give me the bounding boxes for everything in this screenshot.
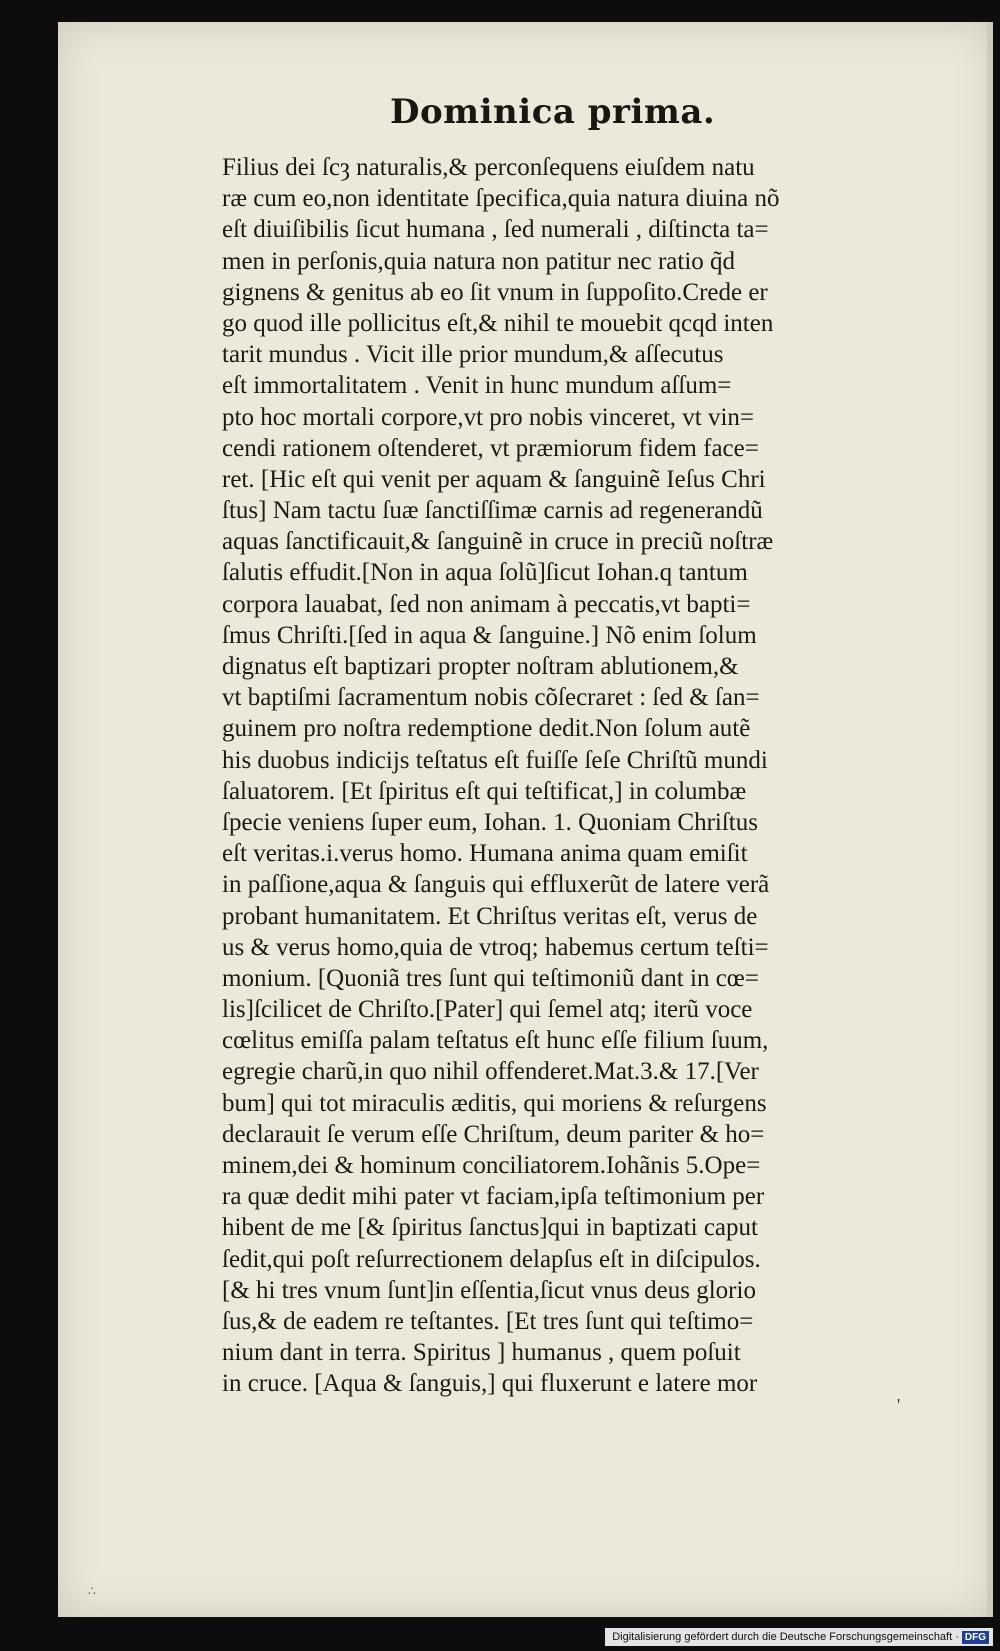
- text-line: ſtus] Nam tactu ſuæ ſanctiſſimæ carnis ad regenerandũ: [222, 497, 763, 525]
- text-line: vt baptiſmi ſacramentum nobis cõſecraret : ſed & ſan=: [222, 684, 760, 712]
- text-line: ſmus Chriſti.[ſed in aqua & ſanguine.] Nõ enim ſolum: [222, 621, 757, 649]
- text-line: corpora lauabat, ſed non animam à peccatis,vt bapti=: [222, 590, 751, 618]
- text-line: ſedit,qui poſt reſurrectionem delapſus eſt in diſcipulos.: [222, 1245, 761, 1273]
- text-line: [& hi tres vnum ſunt]in eſſentia,ſicut vnus deus glorio: [222, 1276, 756, 1304]
- text-line: probant humanitatem. Et Chriſtus veritas eſt, verus de: [222, 902, 758, 930]
- text-line: cœlitus emiſſa palam teſtatus eſt hunc eſſe filium ſuum,: [222, 1027, 769, 1055]
- stray-mark: ': [897, 1395, 901, 1415]
- corner-mark: ∴: [88, 1584, 96, 1598]
- text-line: declarauit ſe verum eſſe Chriſtum, deum pariter & ho=: [222, 1120, 765, 1148]
- text-line: eſt immortalitatem . Venit in hunc mundum aſſum=: [222, 372, 732, 400]
- text-line: pto hoc mortali corpore,vt pro nobis vinceret, vt vin=: [222, 403, 755, 431]
- text-line: ret. [Hic eſt qui venit per aquam & ſanguinẽ Ieſus Chri: [222, 465, 766, 493]
- text-line: in cruce. [Aqua & ſanguis,] qui fluxerunt e latere mor: [222, 1370, 758, 1398]
- text-line: nium dant in terra. Spiritus ] humanus , quem poſuit: [222, 1339, 741, 1367]
- text-line: guinem pro noſtra redemptione dedit.Non ſolum autẽ: [222, 715, 751, 743]
- page-edge: [987, 22, 993, 1617]
- body-text: [222, 152, 902, 1400]
- text-line: bum] qui tot miraculis æditis, qui moriens & reſurgens: [222, 1089, 767, 1117]
- text-line: ſaluatorem. [Et ſpiritus eſt qui teſtificat,] in columbæ: [222, 777, 747, 805]
- text-line: egregie charũ,in quo nihil offenderet.Mat.3.& 17.[Ver: [222, 1058, 759, 1086]
- text-line: eſt diuiſibilis ſicut humana , ſed numerali , diſtincta ta=: [222, 216, 769, 244]
- text-line: hibent de me [& ſpiritus ſanctus]qui in baptizati caput: [222, 1214, 758, 1242]
- text-line: Filius dei ſcȝ naturalis,& perconſequens eiuſdem natu: [222, 154, 755, 181]
- digitization-footer: [605, 1628, 993, 1646]
- text-line: ſus,& de eadem re teſtantes. [Et tres ſunt qui teſtimo=: [222, 1307, 754, 1335]
- text-line: lis]ſcilicet de Chriſto.[Pater] qui ſemel atq; iterũ voce: [222, 996, 753, 1024]
- text-line: in paſſione,aqua & ſanguis qui effluxerũt de latere verã: [222, 871, 770, 899]
- text-line: tarit mundus . Vicit ille prior mundum,& aſſecutus: [222, 341, 724, 369]
- text-line: ſalutis effudit.[Non in aqua ſolũ]ſicut Iohan.q tantum: [222, 559, 748, 587]
- text-line: his duobus indicijs teſtatus eſt fuiſſe ſeſe Chriſtũ mundi: [222, 746, 768, 774]
- text-line: us & verus homo,quia de vtroq; habemus certum teſti=: [222, 933, 769, 961]
- text-line: go quod ille pollicitus eſt,& nihil te mouebit qcqd inten: [222, 309, 774, 337]
- text-line: ſpecie veniens ſuper eum, Iohan. 1. Quoniam Chriſtus: [222, 808, 758, 836]
- running-head: Dominica prima.: [390, 92, 716, 132]
- text-line: aquas ſanctificauit,& ſanguinẽ in cruce in preciũ noſtræ: [222, 528, 774, 556]
- text-line: cendi rationem oſtenderet, vt præmiorum fidem face=: [222, 434, 759, 462]
- text-line: dignatus eſt baptizari propter noſtram ablutionem,&: [222, 653, 739, 680]
- text-line: ra quæ dedit mihi pater vt faciam,ipſa teſtimonium per: [222, 1183, 765, 1211]
- text-line: gignens & genitus ab eo ſit vnum in ſuppoſito.Crede er: [222, 278, 768, 306]
- footer-text: Digitalisierung gefördert durch die Deutsche Forschungsgemeinschaft ·: [612, 1631, 959, 1643]
- text-line: ræ cum eo,non identitate ſpecifica,quia natura diuina nõ: [222, 185, 780, 213]
- text-line: men in perſonis,quia natura non patitur nec ratio q̃d: [222, 247, 736, 275]
- dfg-logo: DFG: [962, 1631, 989, 1644]
- text-line: minem,dei & hominum conciliatorem.Iohãnis 5.Ope=: [222, 1152, 761, 1179]
- text-line: monium. [Quoniã tres ſunt qui teſtimoniũ dant in cœ=: [222, 964, 759, 992]
- text-line: eſt veritas.i.verus homo. Humana anima quam emiſit: [222, 840, 748, 868]
